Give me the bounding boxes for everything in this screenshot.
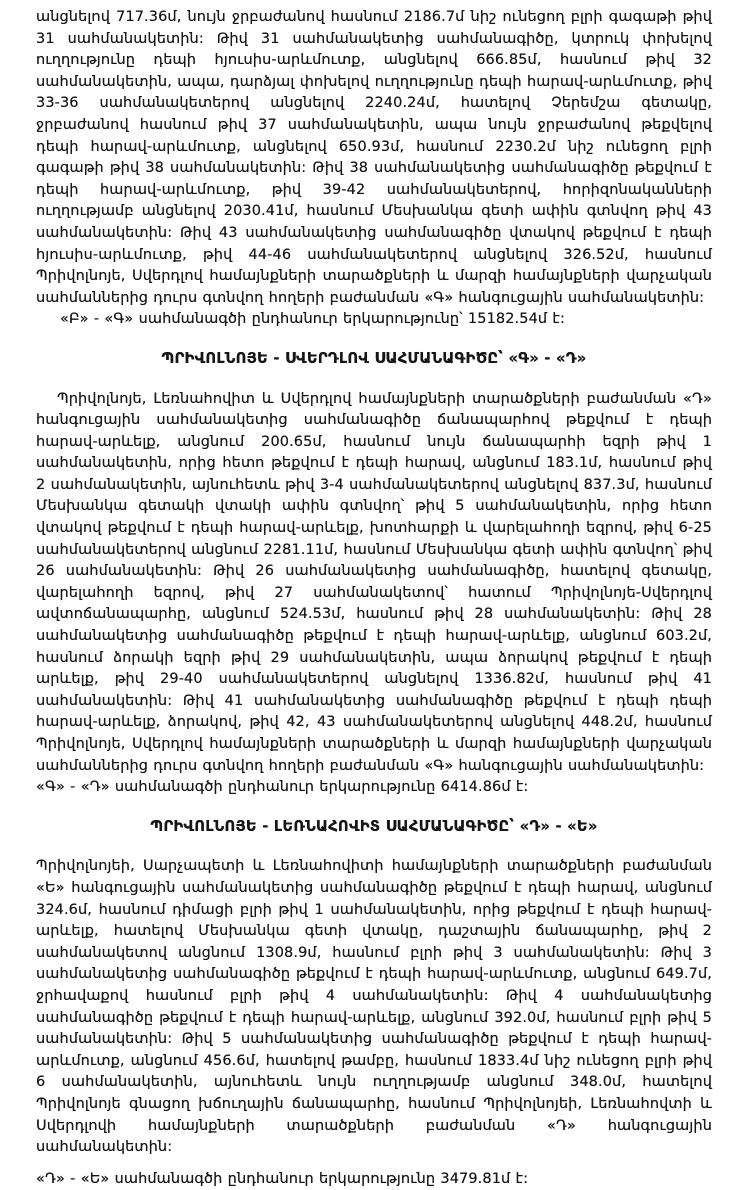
section-body-privolnoye-sverdlov: Պրիվոլնոյե, Լեռնահովիտ և Սվերդլով համայնքների տարածքների բաժանման «Դ» հանգուցային սահմանակետից սահմանագիծը ճանապարհով թեքվում է դեպի հարավ-արևելք, անցնում 200.65մ, հասնում նույն ճանապարհի եզրի թիվ 1 սահմանակետին, որից հետո թեքվում է դեպի հարավ, անցնում 183.1մ, հասնում թիվ 2 սահմանակետին, այնուհետև թիվ 3-4 սահմանակետերով անցնելով 837.3մ, հասնում Մեսխանկա գետակի վտակի ափին գտնվող՝ թիվ 5 սահմանակետին, որից հետո վտակով թեքվում է դեպի հարավ-արևելք, խոտհարքի և վարելահողի եզրով, թիվ 6-25 սահմանակետերով անցնում 2281.11մ, հասնում Մեսխանկա գետի ափին գտնվող՝ թիվ 26 սահմանակետին: Թիվ 26 սահմանակետից սահմանագիծը, հատելով գետակը, վարելահողի եզրով, թիվ 27 սահմանակետով՝ հատում Պրիվոլնոյե-Սվերդլով ավտոճանապարհը, անցնում 524.53մ, հասնում թիվ 28 սահմանակետին: Թիվ 28 սահմանակետից սահմանագիծը թեքվում է դեպի հարավ-արևելք, անցնում 603.2մ, հասնում ձորակի եզրի թիվ 29 սահմանակետին, ապա ձորակով թեքվում է դեպի արևելք, թիվ 29-40 սահմանակետերով անցնելով 1336.82մ, հասնում թիվ 41 սահմանակետին: Թիվ 41 սահմանակետից սահմանագիծը թեքվում է դեպի դեպի հարավ-արևելք, ձորակով, թիվ 42, 43 սահմանակետերով անցնելով 448.2մ, հասնում Պրիվոլնոյե, Սվերդլով համայնքների տարածքների և մարզի համայնքների վարչական սահմաններից դուրս գտնվող հողերի բաժանման «Գ» հանգուցային սահմանակետին: xyxy=(36,390,712,774)
section-heading-privolnoye-lernahovit: ՊՐԻՎՈԼՆՈՅԵ - ԼԵՌՆԱՀՈՎԻՏ ՍԱՀՄԱՆԱԳԻԾԸ՝ «Դ» - «Ե» xyxy=(150,817,598,835)
section-body-privolnoye-lernahovit: Պրիվոլնոյեի, Սարչապետի և Լեռնահովիտի համայնքների տարածքների բաժանման «Ե» հանգուցային սահմանակետից սահմանագիծը թեքվում է դեպի հարավ, անցնում 324.6մ, հասնում դիմացի բլրի թիվ 1 սահմանակետին, որից թեքվում է դեպի հարավ-արևելք, հատելով Մեսխանկա գետի վտակը, դաշտային ճանապարհը, թիվ 2 սահմանակետով անցնում 1308.9մ, հասնում բլրի թիվ 3 սահմանակետին: Թիվ 3 սահմանակետից սահմանագիծը թեքվում է դեպի հարավ-արևմուտք, անցնում 649.7մ, ջրհավաքով հասնում բլրի թիվ 4 սահմանակետին: Թիվ 4 սահմանակետից սահմանագիծը թեքվում է դեպի հարավ-արևելք, անցնում 392.0մ, հասնում բլրի թիվ 5 սահմանակետին: Թիվ 5 սահմանակետից սահմանագիծը թեքվում է դեպի հարավ-արևմուտք, անցնում 456.6մ, հատելով թամբը, հասնում 1833.4մ նիշ ունեցող բլրի թիվ 6 սահմանակետին, այնուհետև նույն ուղղությամբ անցնում 348.0մ, հատելով Պրիվոլնոյե գնացող խճուղային ճանապարհը, հասնում Պրիվոլնոյեի, Լեռնահովտի և Սվերդլովի համայնքների տարածքների բաժանման «Դ» հանգուցային սահմանակետին: xyxy=(36,858,712,1156)
section-heading-privolnoye-sverdlov: ՊՐԻՎՈԼՆՈՅԵ - ՍՎԵՐԴԼՈՎ ՍԱՀՄԱՆԱԳԻԾԸ՝ «Գ» - «Դ» xyxy=(161,349,587,367)
boundary-total-length-b-g: «Բ» - «Գ» սահմանագծի ընդհանուր երկարությունը՝ 15182.54մ է: xyxy=(60,311,565,328)
intro-paragraph: անցնելով 717.36մ, նույն ջրբաժանով հասնում 2186.7մ նիշ ունեցող բլրի գագաթի թիվ 31 սահմանակետին: Թիվ 31 սահմանակետից սահմանագիծը, կտրուկ փոխելով ուղղությունը դեպի հյուսիս-արևմուտք, անցնելով 666.85մ, հասնում թիվ 32 սահմանակետին, ապա, դարձյալ փոխելով ուղղությունը դեպի հարավ-արևմուտք, թիվ 33-36 սահմանակետերով անցնելով 2240.24մ, հատելով Չերեմշա գետակը, ջրբաժանով հասնում թիվ 37 սահմանակետին, ապա նույն ջրբաժանով թեքվելով դեպի հարավ-արևմուտք, անցնելով 650.93մ, հասնում 2230.2մ նիշ ունեցող բլրի գագաթի թիվ 38 սահմանակետին: Թիվ 38 սահմանակետից սահմանագիծը թեքվում է դեպի հարավ-արևմուտք, թիվ 39-42 սահմանակետերով, հորիզոնականների ուղղությամբ անցնելով 2030.41մ, հասնում Մեսխանկա գետի ափին գտնվող թիվ 43 սահմանակետին: Թիվ 43 սահմանակետից սահմանագիծը վտակով թեքվում է դեպի հյուսիս-արևմուտք, թիվ 44-46 սահմանակետերով անցնելով 326.52մ, հասնում Պրիվոլնոյե, Սվերդլով համայնքների տարածքների և մարզի համայնքների վարչական սահմաններից դուրս գտնվող հողերի բաժանման «Գ» հանգուցային սահմանակետին: xyxy=(36,9,712,306)
boundary-total-length-d-e: «Դ» - «Ե» սահմանագծի ընդհանուր երկարությունը 3479.81մ է: xyxy=(36,1170,529,1187)
boundary-total-length-g-d: «Գ» - «Դ» սահմանագծի ընդհանուր երկարությունը 6414.86մ է: xyxy=(36,779,529,796)
